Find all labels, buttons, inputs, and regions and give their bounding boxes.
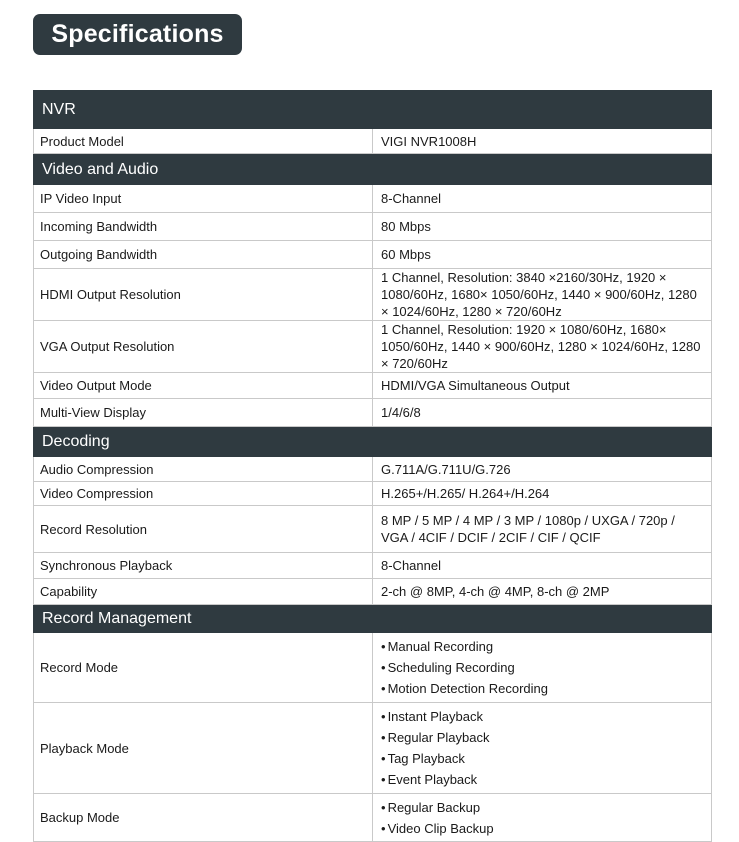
row-value	[373, 703, 712, 794]
row-value: 8 MP / 5 MP / 4 MP / 3 MP / 1080p / UXGA / 720p / VGA / 4CIF / DCIF / 2CIF / CIF / QCIF	[373, 506, 712, 553]
table-row	[34, 457, 712, 482]
spec-table	[33, 90, 712, 842]
table-row	[34, 794, 712, 842]
list-item: • Tag Playback	[381, 748, 703, 769]
row-value: 8-Channel	[373, 553, 712, 579]
table-row	[34, 373, 712, 399]
table-row	[34, 633, 712, 703]
row-label: Outgoing Bandwidth	[34, 241, 373, 269]
list-item: • Video Clip Backup	[381, 818, 703, 839]
bullet-list	[381, 797, 703, 839]
list-item: • Instant Playback	[381, 706, 703, 727]
row-value	[373, 794, 712, 842]
row-label: Capability	[34, 579, 373, 605]
list-item: • Regular Playback	[381, 727, 703, 748]
row-label: Product Model	[34, 129, 373, 154]
row-label: VGA Output Resolution	[34, 321, 373, 373]
row-label: IP Video Input	[34, 185, 373, 213]
page-title: Specifications	[33, 14, 242, 55]
row-label: HDMI Output Resolution	[34, 269, 373, 321]
table-row	[34, 129, 712, 154]
table-row	[34, 269, 712, 321]
row-value	[373, 633, 712, 703]
row-value: 80 Mbps	[373, 213, 712, 241]
row-label: Multi-View Display	[34, 399, 373, 427]
row-label: Record Mode	[34, 633, 373, 703]
table-row	[34, 703, 712, 794]
row-value: 60 Mbps	[373, 241, 712, 269]
table-row	[34, 213, 712, 241]
section-title: Record Management	[34, 605, 712, 633]
list-item: • Manual Recording	[381, 636, 703, 657]
list-item: • Scheduling Recording	[381, 657, 703, 678]
row-value: HDMI/VGA Simultaneous Output	[373, 373, 712, 399]
section-header-nvr	[34, 91, 712, 129]
table-row	[34, 241, 712, 269]
row-value: 2-ch @ 8MP, 4-ch @ 4MP, 8-ch @ 2MP	[373, 579, 712, 605]
table-row	[34, 321, 712, 373]
table-row	[34, 579, 712, 605]
table-row	[34, 185, 712, 213]
section-header-decoding	[34, 427, 712, 457]
row-value: 8-Channel	[373, 185, 712, 213]
row-value: VIGI NVR1008H	[373, 129, 712, 154]
list-item: • Motion Detection Recording	[381, 678, 703, 699]
row-value: 1/4/6/8	[373, 399, 712, 427]
bullet-list	[381, 636, 703, 699]
table-row	[34, 506, 712, 553]
section-header-video-audio	[34, 154, 712, 185]
section-title: Video and Audio	[34, 154, 712, 185]
row-label: Incoming Bandwidth	[34, 213, 373, 241]
row-label: Playback Mode	[34, 703, 373, 794]
row-value: H.265+/H.265/ H.264+/H.264	[373, 482, 712, 506]
row-value: 1 Channel, Resolution: 3840 ×2160/30Hz, 1920 × 1080/60Hz, 1680× 1050/60Hz, 1440 × 900/60Hz, 1280 × 1024/60Hz, 1280 × 720/60Hz	[373, 269, 712, 321]
row-label: Video Compression	[34, 482, 373, 506]
list-item: • Event Playback	[381, 769, 703, 790]
table-row	[34, 482, 712, 506]
row-label: Audio Compression	[34, 457, 373, 482]
table-row	[34, 553, 712, 579]
row-label: Backup Mode	[34, 794, 373, 842]
section-title: NVR	[34, 91, 712, 129]
table-row	[34, 399, 712, 427]
section-title: Decoding	[34, 427, 712, 457]
section-header-record-management	[34, 605, 712, 633]
bullet-list	[381, 706, 703, 790]
row-label: Record Resolution	[34, 506, 373, 553]
row-value: G.711A/G.711U/G.726	[373, 457, 712, 482]
list-item: • Regular Backup	[381, 797, 703, 818]
row-value: 1 Channel, Resolution: 1920 × 1080/60Hz, 1680× 1050/60Hz, 1440 × 900/60Hz, 1280 × 1024/60Hz, 1280 × 720/60Hz	[373, 321, 712, 373]
row-label: Synchronous Playback	[34, 553, 373, 579]
row-label: Video Output Mode	[34, 373, 373, 399]
